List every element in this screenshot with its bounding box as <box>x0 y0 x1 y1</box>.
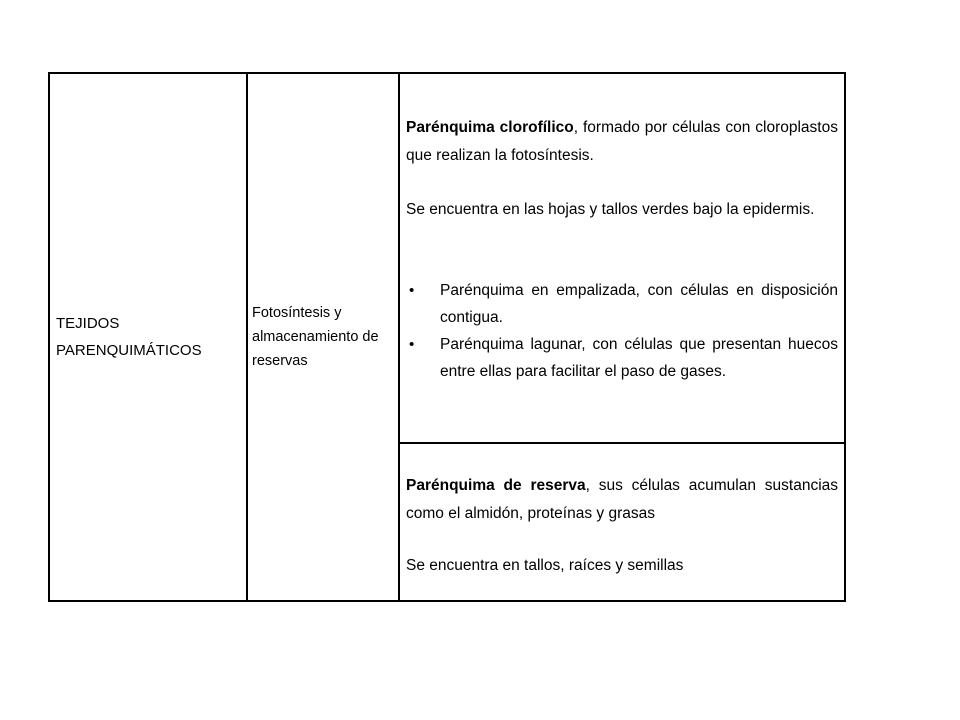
chlorophyll-parenchyma-cell <box>400 74 844 444</box>
list-item <box>400 331 844 385</box>
reserve-term: Parénquima de reserva <box>406 477 586 494</box>
chlorophyll-definition <box>400 114 844 170</box>
chlorophyll-description: , formado por células con cloroplastos que realizan la fotosíntesis. <box>406 119 838 164</box>
reserve-description: , sus células acumulan sustancias como el almidón, proteínas y grasas <box>406 477 839 522</box>
list-item <box>400 277 844 331</box>
function-column <box>248 74 400 600</box>
reserve-parenchyma-cell <box>400 444 844 600</box>
list-item-text: Parénquima lagunar, con células que presentan huecos entre ellas para facilitar el paso de gases. <box>440 336 838 380</box>
description-column <box>400 74 844 600</box>
tissue-column <box>50 74 248 600</box>
bullet-icon: • <box>409 282 415 299</box>
tissue-name: TEJIDOS PARENQUIMÁTICOS <box>56 315 202 359</box>
tissue-function: Fotosíntesis y almacenamiento de reservas <box>252 305 379 369</box>
chlorophyll-types-list <box>400 277 844 385</box>
chlorophyll-term: Parénquima clorofílico <box>406 119 574 136</box>
reserve-definition <box>400 472 844 528</box>
bullet-icon: • <box>409 336 415 353</box>
reserve-location: Se encuentra en tallos, raíces y semillas <box>406 557 684 574</box>
parenchyma-table <box>48 72 846 602</box>
chlorophyll-location: Se encuentra en las hojas y tallos verdes bajo la epidermis. <box>406 201 815 218</box>
list-item-text: Parénquima en empalizada, con células en disposición contigua. <box>440 282 838 326</box>
